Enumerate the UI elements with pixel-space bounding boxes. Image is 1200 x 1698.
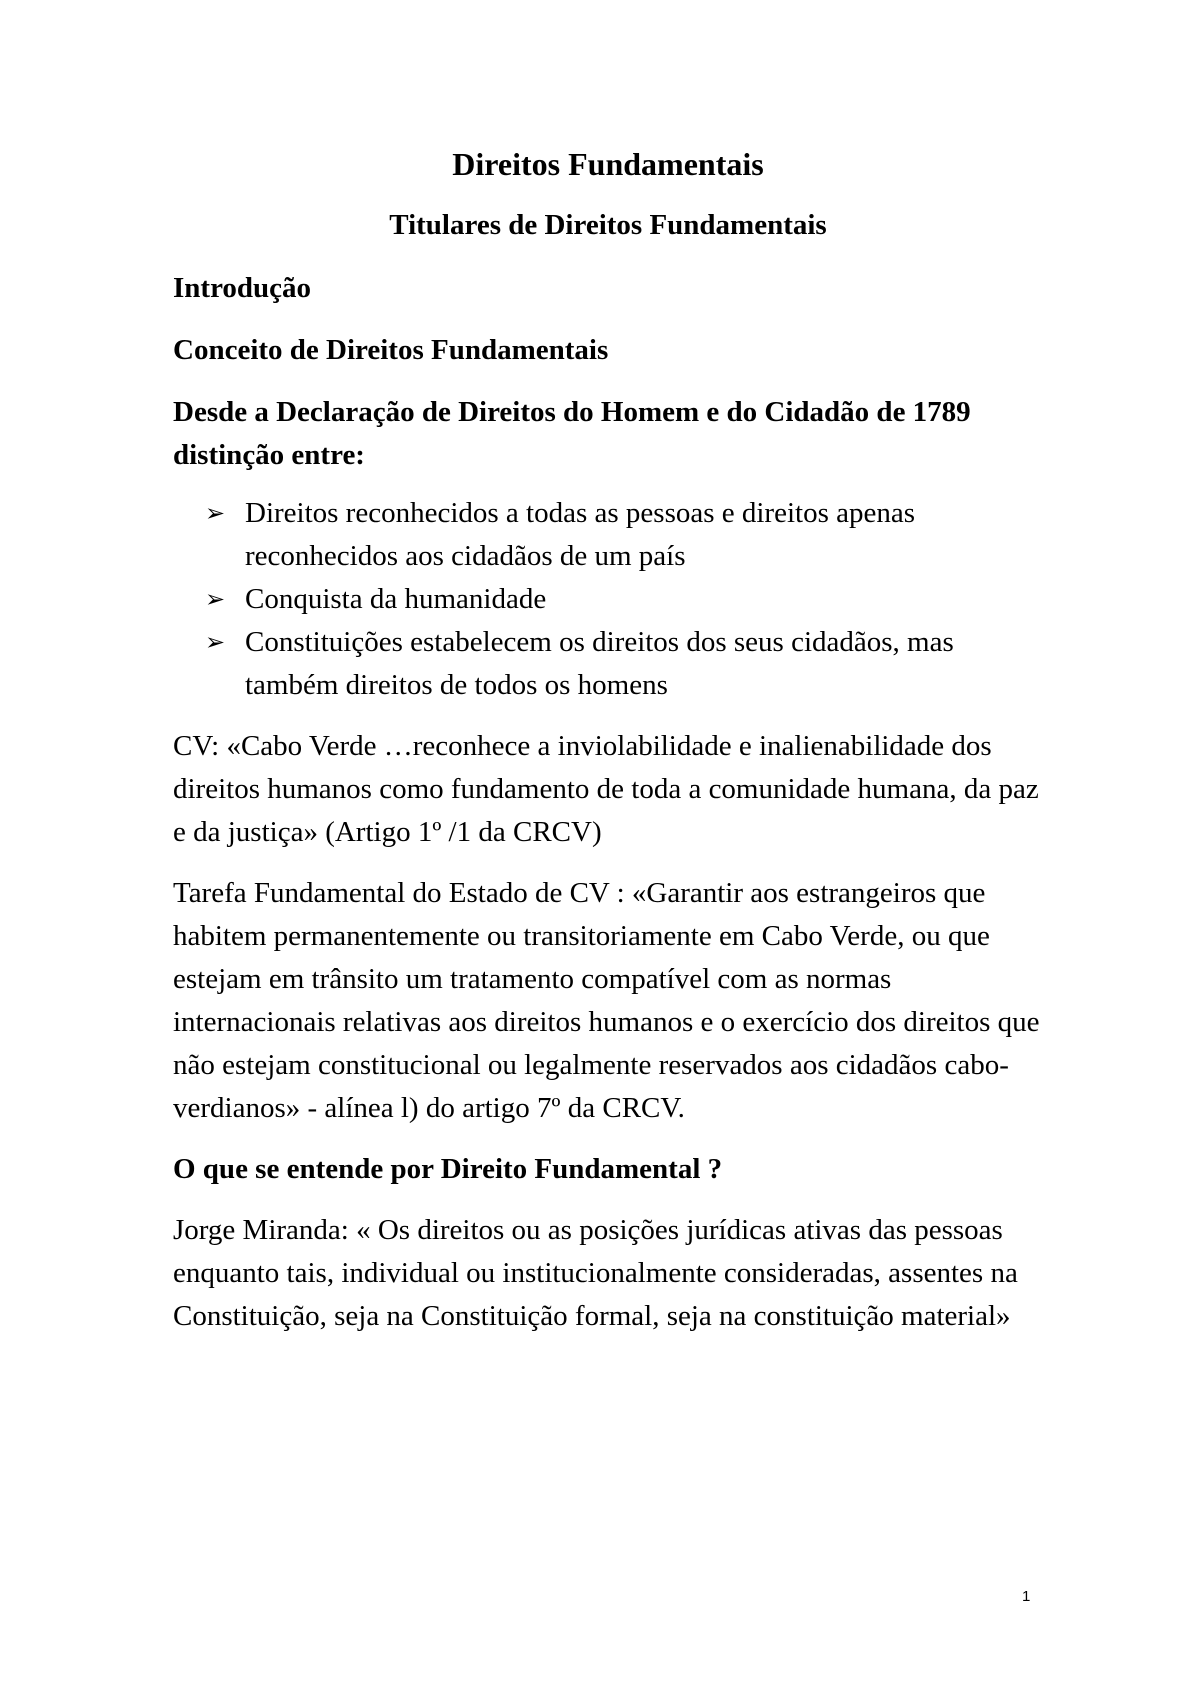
page-number: 1	[1022, 1588, 1031, 1605]
bullet-text: Direitos reconhecidos a todas as pessoas e direitos apenas reconhecidos aos cidadãos de um país	[245, 497, 916, 572]
list-item	[173, 621, 1043, 707]
heading-question: O que se entende por Direito Fundamental ?	[173, 1153, 723, 1185]
arrowhead-bullet-icon: ➢	[205, 628, 226, 656]
heading-intro: Introdução	[173, 272, 312, 304]
paragraph-miranda: Jorge Miranda: « Os direitos ou as posições jurídicas ativas das pessoas enquanto tais, individual ou institucionalmente consideradas, assentes na Constituição, seja na Constituição formal, seja na constituição material»	[173, 1214, 1018, 1332]
page-content	[173, 140, 1043, 1356]
paragraph-tarefa: Tarefa Fundamental do Estado de CV : «Garantir aos estrangeiros que habitem permanentemente ou transitoriamente em Cabo Verde, ou que estejam em trânsito um tratamento compatível com as normas internacionais relativas aos direitos humanos e o exercício dos direitos que não estejam constitucional ou legalmente reservados aos cidadãos cabo-verdianos» - alínea l) do artigo 7º da CRCV.	[173, 877, 1040, 1124]
heading-declaration: Desde a Declaração de Direitos do Homem e do Cidadão de 1789 distinção entre:	[173, 396, 971, 471]
arrowhead-bullet-icon: ➢	[205, 585, 226, 613]
heading-concept: Conceito de Direitos Fundamentais	[173, 334, 609, 366]
list-item	[173, 492, 1043, 578]
bullet-list	[173, 492, 1043, 707]
bullet-text: Conquista da humanidade	[245, 583, 547, 615]
document-title: Direitos Fundamentais	[452, 146, 764, 182]
bullet-text: Constituições estabelecem os direitos dos seus cidadãos, mas também direitos de todos os homens	[245, 626, 954, 701]
paragraph-cv: CV: «Cabo Verde …reconhece a inviolabilidade e inalienabilidade dos direitos humanos como fundamento de toda a comunidade humana, da paz e da justiça» (Artigo 1º /1 da CRCV)	[173, 730, 1039, 848]
arrowhead-bullet-icon: ➢	[205, 499, 226, 527]
list-item	[173, 578, 1043, 621]
document-subtitle: Titulares de Direitos Fundamentais	[389, 209, 827, 241]
